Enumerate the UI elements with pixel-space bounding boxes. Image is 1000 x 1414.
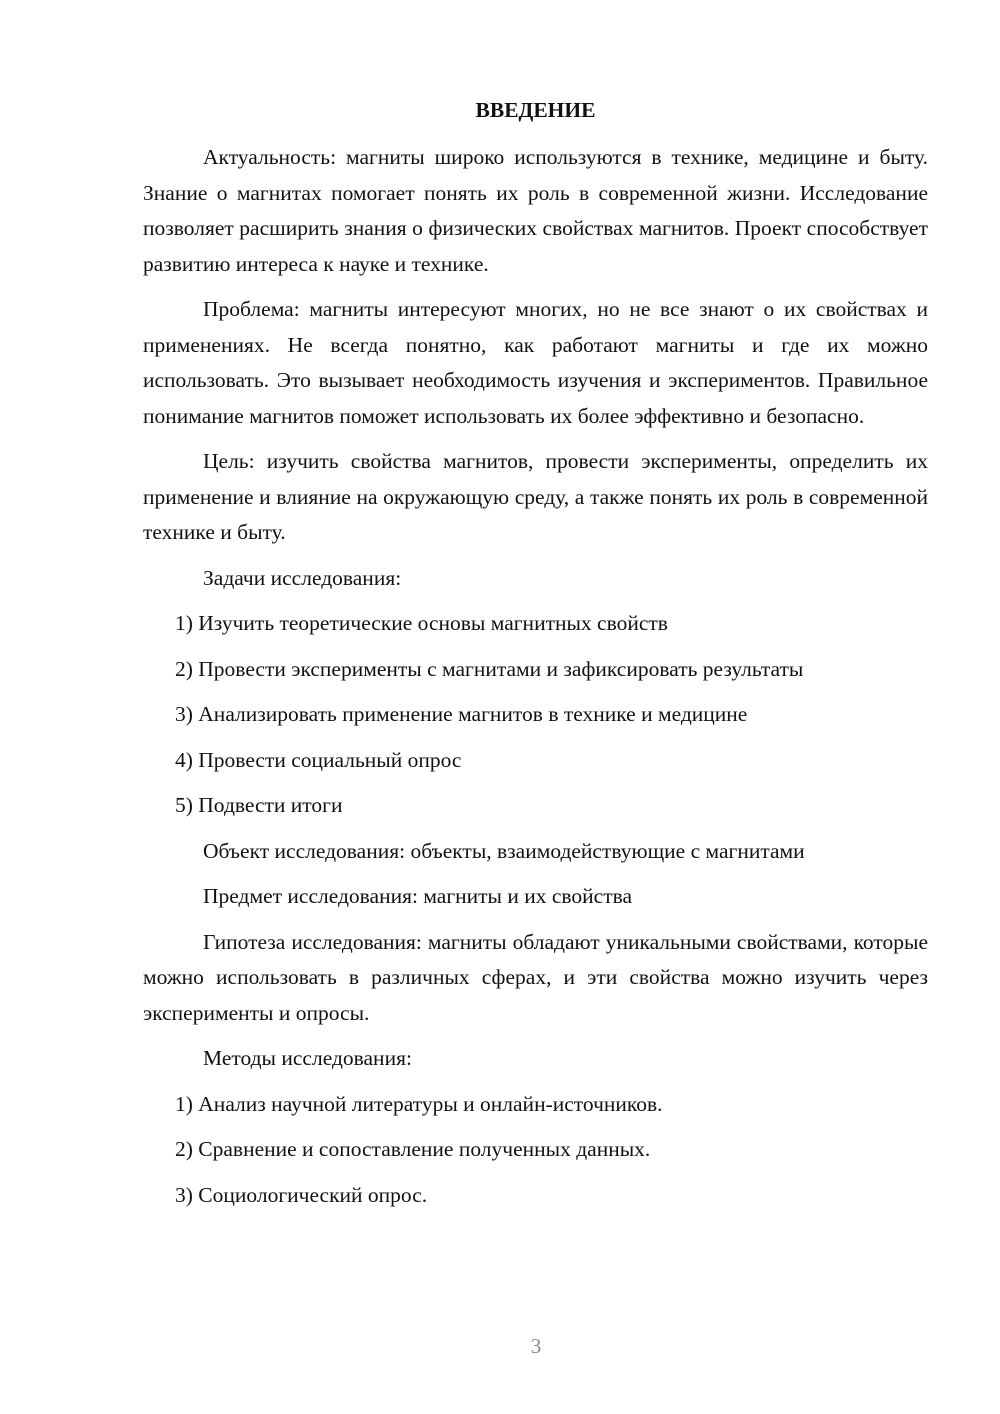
hypothesis-paragraph: Гипотеза исследования: магниты обладают уникальными свойствами, которые можно использовать в различных сферах, и эти свойства можно изучить через эксперименты и опросы.: [143, 929, 928, 1025]
problem-paragraph: Проблема: магниты интересуют многих, но не все знают о их свойствах и применениях. Не всегда понятно, как работают магниты и где их можно использовать. Это вызывает необходимость изучения и экспериментов. Правильное понимание магнитов поможет использовать их более эффективно и безопасно.: [143, 297, 928, 428]
subject-paragraph: Предмет исследования: магниты и их свойства: [203, 884, 633, 908]
list-item: 2) Сравнение и сопоставление полученных данных.: [175, 1137, 651, 1161]
list-item: 3) Социологический опрос.: [175, 1182, 428, 1207]
page-content: [143, 96, 928, 1223]
object-paragraph: Объект исследования: объекты, взаимодействующие с магнитами: [203, 838, 805, 863]
page-number: 3: [530, 1334, 542, 1358]
methods-heading: Методы исследования:: [203, 1046, 412, 1070]
list-item: 5) Подвести итоги: [175, 793, 343, 817]
list-item: 1) Анализ научной литературы и онлайн-источников.: [175, 1091, 663, 1116]
methods-list: [143, 1087, 928, 1214]
tasks-list: [143, 606, 928, 824]
goal-paragraph: Цель: изучить свойства магнитов, провести эксперименты, определить их применение и влияние на окружающую среду, а также понять их роль в современной технике и быту.: [143, 449, 928, 544]
relevance-paragraph: Актуальность: магниты широко используются в технике, медицине и быту. Знание о магнитах помогает понять их роль в современной жизни. Исследование позволяет расширить знания о физических свойствах магнитов. Проект способствует развитию интереса к науке и технике.: [143, 145, 928, 276]
list-item: 1) Изучить теоретические основы магнитных свойств: [175, 611, 668, 635]
list-item: 3) Анализировать применение магнитов в технике и медицине: [175, 702, 748, 726]
tasks-heading: Задачи исследования:: [203, 565, 402, 590]
list-item: 4) Провести социальный опрос: [175, 747, 462, 772]
section-title: ВВЕДЕНИЕ: [475, 98, 596, 122]
list-item: 2) Провести эксперименты с магнитами и зафиксировать результаты: [175, 656, 804, 681]
